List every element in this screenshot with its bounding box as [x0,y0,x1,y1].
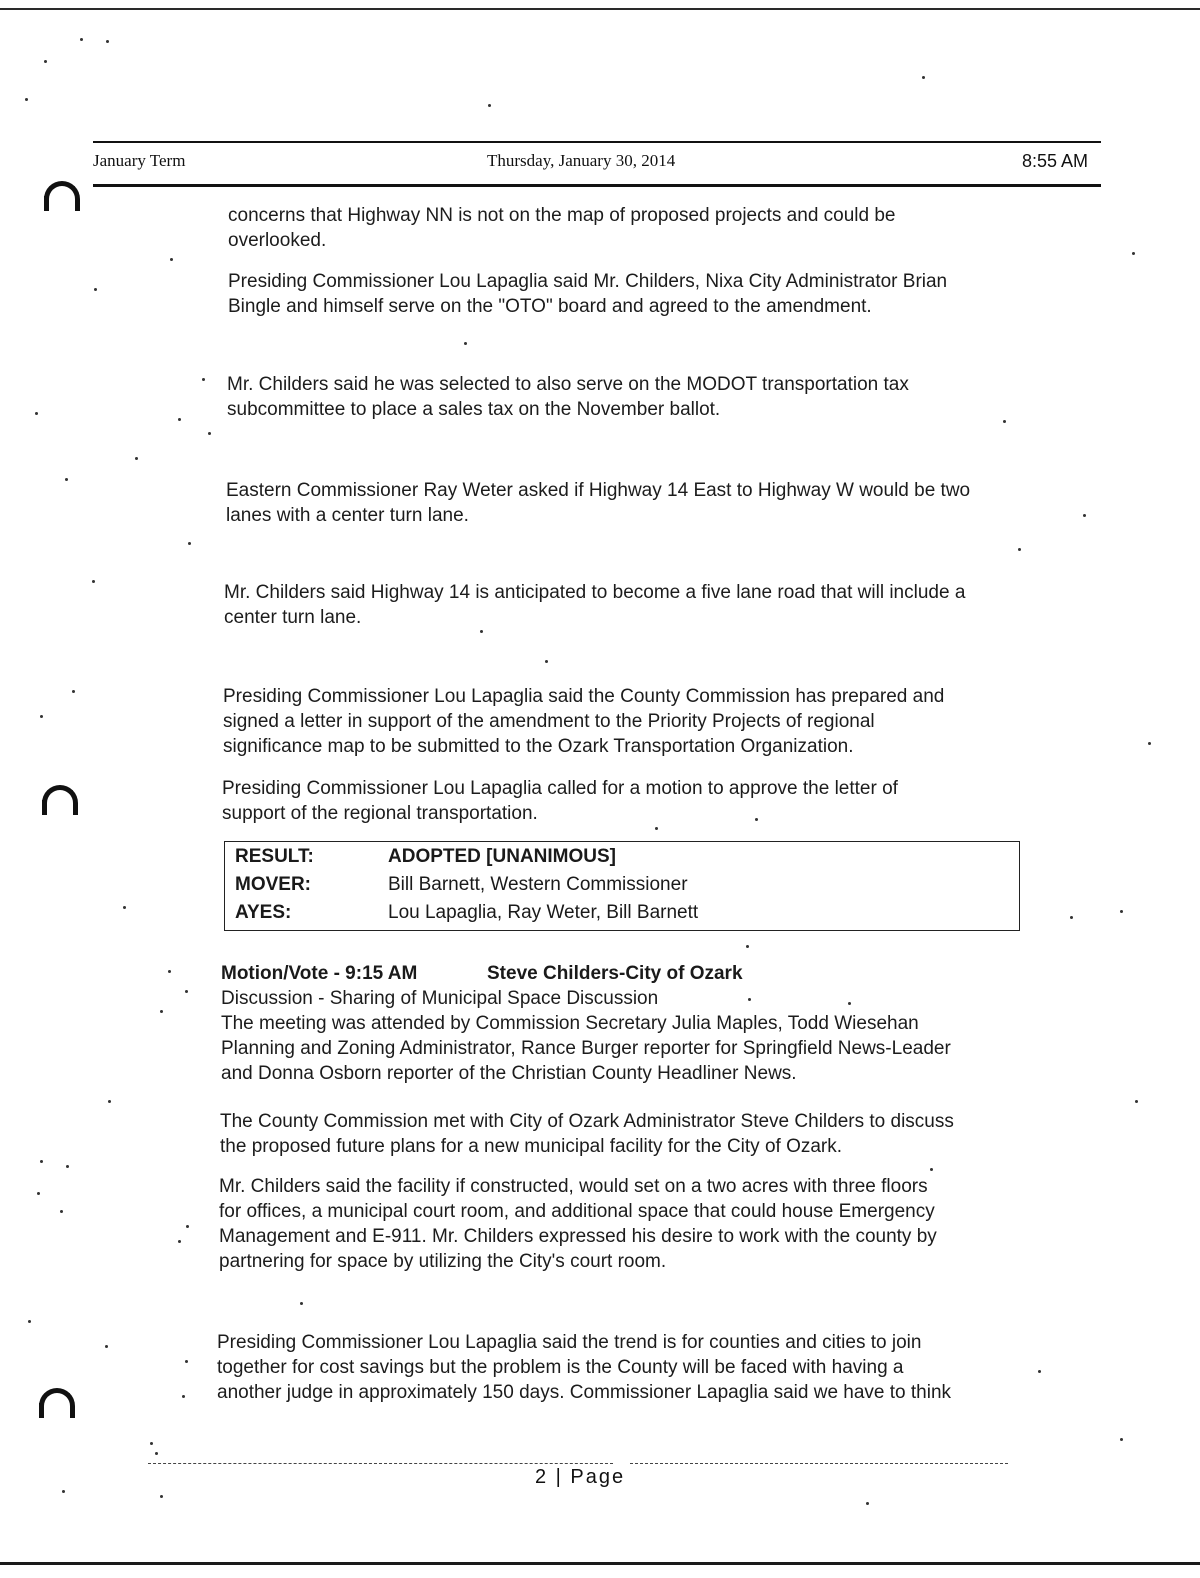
text-line: Mr. Childers said he was selected to also serve on the MODOT transportation tax [227,374,909,395]
scan-speck [866,1502,869,1505]
text-line: Eastern Commissioner Ray Weter asked if Highway 14 East to Highway W would be two [226,480,971,501]
page-number: 2 | Page [535,1466,626,1488]
scan-speck [1070,916,1073,919]
scan-speck [1018,548,1021,551]
scan-speck [1148,742,1151,745]
scan-speck [66,1165,69,1168]
scan-speck [92,580,95,583]
paragraph-highway-14 [224,580,965,630]
scan-speck [182,1395,185,1398]
scan-speck [108,1100,111,1103]
scan-speck [1083,514,1086,517]
scan-speck [40,715,43,718]
text-line: Presiding Commissioner Lou Lapaglia called for a motion to approve the letter of [222,778,898,799]
paragraph-oto-board [228,269,947,319]
scan-speck [848,1002,851,1005]
scan-speck [25,98,28,101]
text-line: The meeting was attended by Commission Secretary Julia Maples, Todd Wiesehan [221,1013,919,1034]
scan-speck [1135,1100,1138,1103]
text-line: lanes with a center turn lane. [226,505,469,526]
scan-speck [35,412,38,415]
scan-speck [488,104,491,107]
scan-speck [746,945,749,948]
text-line: for offices, a municipal court room, and additional space that could house Emergency [219,1201,935,1222]
paragraph-facility [219,1174,937,1274]
scan-bottom-edge [0,1562,1200,1565]
scan-speck [178,1240,181,1243]
text-line: subcommittee to place a sales tax on the November ballot. [227,399,721,420]
ayes-value: Lou Lapaglia, Ray Weter, Bill Barnett [388,902,699,923]
paragraph-weter-question [226,478,970,528]
scan-speck [105,1345,108,1348]
scan-speck [1038,1370,1041,1373]
text-line: signed a letter in support of the amendment to the Priority Projects of regional [223,711,875,732]
scan-speck [300,1302,303,1305]
scan-speck [170,258,173,261]
motion-vote-subject: Steve Childers-City of Ozark [487,963,743,984]
text-line: the proposed future plans for a new municipal facility for the City of Ozark. [220,1136,843,1157]
mover-value: Bill Barnett, Western Commissioner [388,874,688,895]
scan-speck [60,1210,63,1213]
scan-speck [1120,910,1123,913]
scan-speck [185,1360,188,1363]
scan-speck [755,818,758,821]
scan-speck [150,1442,153,1445]
scan-speck [62,1490,65,1493]
paragraph-motion-call [222,776,898,826]
scan-speck [40,1160,43,1163]
text-line: Mr. Childers said the facility if constructed, would set on a two acres with three floors [219,1176,928,1197]
paragraph-cost-savings [217,1330,951,1405]
scan-speck [37,1192,40,1195]
scan-speck [168,970,171,973]
text-line: together for cost savings but the problem is the County will be faced with having a [217,1357,904,1378]
motion-vote-heading [221,961,743,986]
scan-speck [1120,1438,1123,1441]
scan-speck [480,630,483,633]
text-line: Bingle and himself serve on the "OTO" board and agreed to the amendment. [228,296,872,317]
text-line: support of the regional transportation. [222,803,538,824]
punch-hole-middle [42,785,78,815]
scan-speck [1003,420,1006,423]
result-value: ADOPTED [UNANIMOUS] [388,846,616,867]
scan-speck [922,76,925,79]
paragraph-highway-nn [228,203,896,253]
scan-speck [748,998,751,1001]
scan-speck [160,1010,163,1013]
mover-label: MOVER: [235,874,311,895]
text-line: The County Commission met with City of Ozark Administrator Steve Childers to discuss [220,1111,954,1132]
text-line: Presiding Commissioner Lou Lapaglia said the trend is for counties and cities to join [217,1332,922,1353]
text-line: concerns that Highway NN is not on the map of proposed projects and could be [228,205,896,226]
vote-result-box [224,841,1020,931]
text-line: Management and E-911. Mr. Childers expressed his desire to work with the county by [219,1226,937,1247]
scan-speck [155,1452,158,1455]
punch-hole-bottom [39,1388,75,1418]
paragraph-ozark-meeting [220,1109,954,1159]
text-line: another judge in approximately 150 days. Commissioner Lapaglia said we have to think [217,1382,952,1403]
scan-speck [94,288,97,291]
scan-speck [545,660,548,663]
text-line: Presiding Commissioner Lou Lapaglia said the County Commission has prepared and [223,686,945,707]
discussion-line: Discussion - Sharing of Municipal Space Discussion [221,988,659,1009]
footer-rule-left [148,1463,613,1464]
result-label: RESULT: [235,846,314,867]
header-time: 8:55 AM [1022,151,1089,171]
header-date: Thursday, January 30, 2014 [487,151,676,170]
text-line: center turn lane. [224,607,362,628]
scan-speck [1132,252,1135,255]
text-line: significance map to be submitted to the Ozark Transportation Organization. [223,736,854,757]
text-line: overlooked. [228,230,327,251]
punch-hole-top [44,181,80,211]
scan-speck [178,418,181,421]
scan-speck [65,478,68,481]
text-line: Presiding Commissioner Lou Lapaglia said Mr. Childers, Nixa City Administrator Brian [228,271,948,292]
header-rule-bottom [93,184,1101,187]
text-line: Planning and Zoning Administrator, Rance Burger reporter for Springfield News-Leader [221,1038,951,1059]
paragraph-support-letter [223,684,944,759]
paragraph-discussion [221,986,951,1086]
footer-rule-right [630,1463,1008,1464]
scan-speck [135,457,138,460]
scan-speck [202,378,205,381]
scan-speck [80,38,83,41]
ayes-label: AYES: [235,902,292,923]
text-line: and Donna Osborn reporter of the Christian County Headliner News. [221,1063,797,1084]
scan-speck [464,342,467,345]
scan-speck [186,1225,189,1228]
scan-speck [123,906,126,909]
scan-speck [160,1495,163,1498]
scan-speck [28,1320,31,1323]
header-term: January Term [93,151,186,170]
scan-speck [655,827,658,830]
motion-vote-label: Motion/Vote - 9:15 AM [221,963,418,984]
scan-speck [188,542,191,545]
scan-speck [185,990,188,993]
scan-speck [44,60,47,63]
scan-speck [930,1168,933,1171]
text-line: partnering for space by utilizing the City's court room. [219,1251,667,1272]
scan-top-edge [0,8,1200,10]
header-rule-top [93,141,1101,143]
scan-speck [72,690,75,693]
text-line: Mr. Childers said Highway 14 is anticipated to become a five lane road that will include a [224,582,966,603]
scan-speck [106,40,109,43]
paragraph-modot-subcommittee [227,372,909,422]
scan-speck [208,432,211,435]
